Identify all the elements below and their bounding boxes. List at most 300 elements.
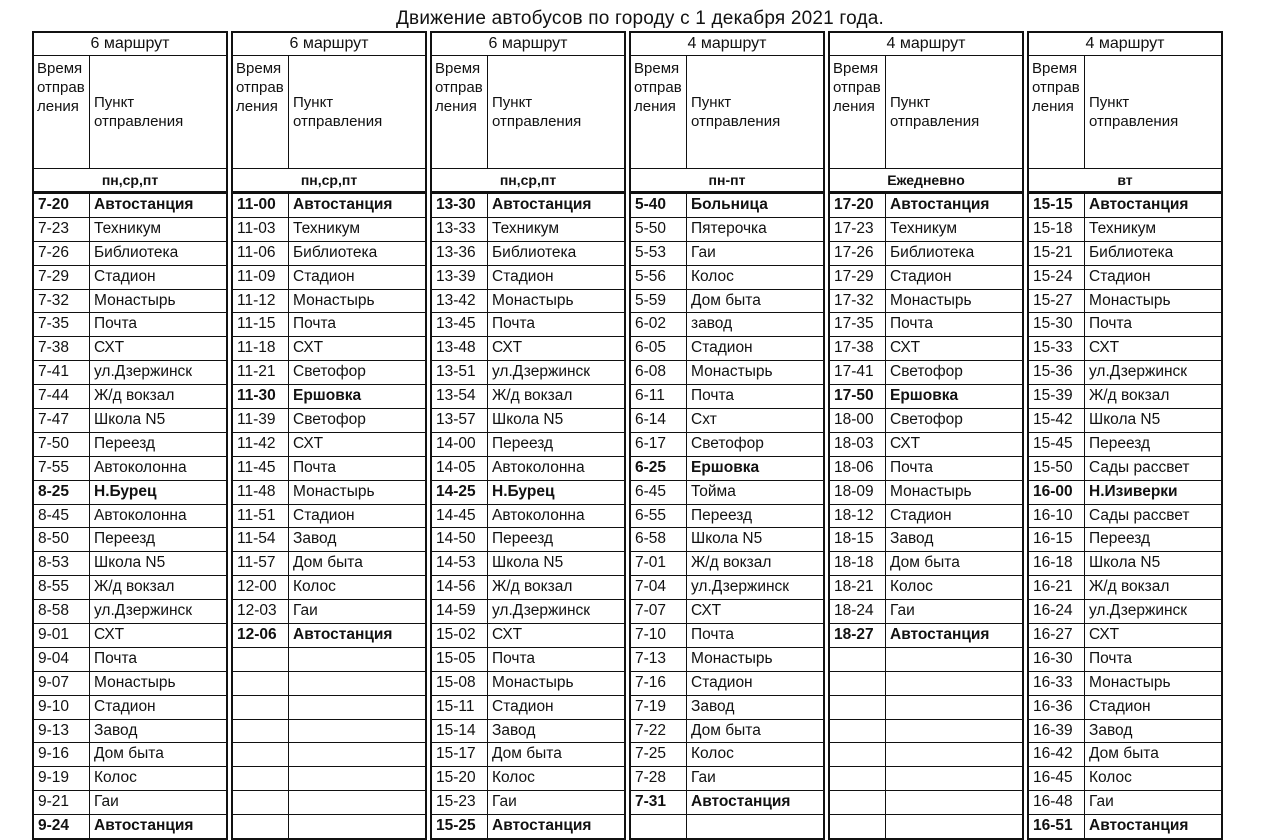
departure-time: 11-39 bbox=[233, 409, 289, 432]
stop-name: Школа N5 bbox=[691, 530, 763, 548]
departure-time: 15-14 bbox=[432, 720, 488, 743]
departure-time: 15-45 bbox=[1029, 433, 1085, 456]
stop-name: Почта bbox=[691, 387, 735, 405]
departure-time: 17-41 bbox=[830, 361, 886, 384]
stop-name: Светофор bbox=[293, 363, 366, 381]
departure-time: 14-50 bbox=[432, 528, 488, 551]
table-row bbox=[1029, 552, 1221, 576]
stop-name: Завод bbox=[1089, 721, 1133, 739]
departure-time: 6-17 bbox=[631, 433, 687, 456]
departure-time: 11-09 bbox=[233, 266, 289, 289]
table-row bbox=[432, 337, 624, 361]
table-row bbox=[432, 791, 624, 815]
stop-name: Библиотека bbox=[1089, 243, 1174, 261]
departure-time: 7-29 bbox=[34, 266, 90, 289]
table-row bbox=[233, 528, 425, 552]
table-row bbox=[1029, 624, 1221, 648]
departure-time: 17-23 bbox=[830, 218, 886, 241]
table-row bbox=[1029, 767, 1221, 791]
column-headers bbox=[432, 56, 624, 169]
table-row bbox=[1029, 481, 1221, 505]
departure-time: 8-25 bbox=[34, 481, 90, 504]
stop-name: Монастырь bbox=[691, 649, 773, 667]
departure-time: 11-15 bbox=[233, 313, 289, 336]
column-headers bbox=[631, 56, 823, 169]
stop-name bbox=[886, 672, 1022, 695]
departure-time: 18-09 bbox=[830, 481, 886, 504]
table-row bbox=[432, 815, 624, 838]
route-name: 6 маршрут bbox=[34, 33, 226, 56]
departure-time: 6-58 bbox=[631, 528, 687, 551]
departure-time: 15-05 bbox=[432, 648, 488, 671]
stop-name: Светофор bbox=[691, 434, 764, 452]
departure-time: 6-14 bbox=[631, 409, 687, 432]
stop-name: Библиотека bbox=[890, 243, 975, 261]
days-of-week: пн,ср,пт bbox=[34, 169, 226, 194]
stop-name: СХТ bbox=[293, 339, 324, 357]
table-row bbox=[34, 481, 226, 505]
stop-name: Монастырь bbox=[94, 673, 176, 691]
stop-name: Колос bbox=[293, 578, 336, 596]
stop-name: Колос bbox=[1089, 769, 1132, 787]
stop-name: Ершовка bbox=[293, 387, 362, 405]
departure-time: 16-10 bbox=[1029, 505, 1085, 528]
departure-time: 11-21 bbox=[233, 361, 289, 384]
stop-name bbox=[289, 672, 425, 695]
stop-name: Школа N5 bbox=[492, 554, 564, 572]
stop-name: завод bbox=[691, 315, 733, 333]
table-row bbox=[34, 696, 226, 720]
stop-name: Автостанция bbox=[293, 626, 393, 644]
stop-name: Школа N5 bbox=[94, 411, 166, 429]
departure-time: 7-35 bbox=[34, 313, 90, 336]
table-row bbox=[233, 648, 425, 672]
departure-time: 6-05 bbox=[631, 337, 687, 360]
stop-name: Колос bbox=[94, 769, 137, 787]
table-row bbox=[631, 481, 823, 505]
table-row bbox=[34, 743, 226, 767]
stop-name: Автоколонна bbox=[492, 506, 585, 524]
table-row bbox=[830, 266, 1022, 290]
table-row bbox=[1029, 815, 1221, 838]
table-row bbox=[631, 624, 823, 648]
stop-name: Монастырь bbox=[94, 291, 176, 309]
table-row bbox=[631, 743, 823, 767]
table-row bbox=[631, 361, 823, 385]
table-row bbox=[432, 505, 624, 529]
stop-name: Техникум bbox=[492, 219, 560, 237]
stop-name: Дом быта bbox=[94, 745, 164, 763]
departure-time: 17-38 bbox=[830, 337, 886, 360]
stop-name: Техникум bbox=[1089, 219, 1157, 237]
table-row bbox=[830, 743, 1022, 767]
time-column-header: Время отправления bbox=[830, 56, 886, 168]
departure-time: 15-08 bbox=[432, 672, 488, 695]
table-row bbox=[631, 505, 823, 529]
departure-time: 7-25 bbox=[631, 743, 687, 766]
departure-time: 6-02 bbox=[631, 313, 687, 336]
departure-time: 11-30 bbox=[233, 385, 289, 408]
departure-time: 17-26 bbox=[830, 242, 886, 265]
table-row bbox=[631, 266, 823, 290]
stop-name: Монастырь bbox=[492, 673, 574, 691]
table-row bbox=[233, 433, 425, 457]
departure-time: 15-18 bbox=[1029, 218, 1085, 241]
stop-name: Почта bbox=[1089, 315, 1133, 333]
stop-name bbox=[886, 696, 1022, 719]
departure-time: 17-35 bbox=[830, 313, 886, 336]
stop-name: Почта bbox=[1089, 649, 1133, 667]
stop-name: Больница bbox=[691, 196, 768, 213]
table-row bbox=[233, 194, 425, 218]
departure-time: 6-11 bbox=[631, 385, 687, 408]
stop-name bbox=[289, 743, 425, 766]
departure-time: 7-10 bbox=[631, 624, 687, 647]
stop-name: Автостанция bbox=[890, 196, 990, 213]
stop-name: Ершовка bbox=[890, 387, 959, 405]
departure-time: 15-42 bbox=[1029, 409, 1085, 432]
stop-name: Автоколонна bbox=[94, 506, 187, 524]
stop-name: Библиотека bbox=[293, 243, 378, 261]
departure-time bbox=[233, 672, 289, 695]
stop-name: Сады рассвет bbox=[1089, 458, 1190, 476]
departure-time: 7-13 bbox=[631, 648, 687, 671]
departure-time: 11-12 bbox=[233, 290, 289, 313]
table-row bbox=[1029, 337, 1221, 361]
stop-name bbox=[289, 791, 425, 814]
table-row bbox=[1029, 385, 1221, 409]
table-row bbox=[233, 481, 425, 505]
table-row bbox=[1029, 648, 1221, 672]
departure-time: 16-36 bbox=[1029, 696, 1085, 719]
table-row bbox=[233, 505, 425, 529]
stop-name: Переезд bbox=[94, 530, 156, 548]
route-name: 6 маршрут bbox=[233, 33, 425, 56]
stop-name: Завод bbox=[492, 721, 536, 739]
departure-time: 15-27 bbox=[1029, 290, 1085, 313]
table-row bbox=[1029, 528, 1221, 552]
table-row bbox=[631, 218, 823, 242]
stop-name: Почта bbox=[293, 458, 337, 476]
table-row bbox=[1029, 433, 1221, 457]
departure-time: 16-00 bbox=[1029, 481, 1085, 504]
stop-name: Светофор bbox=[293, 411, 366, 429]
departure-time: 15-39 bbox=[1029, 385, 1085, 408]
departure-time: 11-54 bbox=[233, 528, 289, 551]
table-row bbox=[34, 767, 226, 791]
table-row bbox=[432, 194, 624, 218]
table-row bbox=[830, 791, 1022, 815]
stop-name: Ж/д вокзал bbox=[1089, 578, 1170, 596]
stop-name: СХТ bbox=[293, 434, 324, 452]
table-row bbox=[34, 791, 226, 815]
stop-name: Ж/д вокзал bbox=[492, 387, 573, 405]
table-row bbox=[1029, 218, 1221, 242]
schedule-grid bbox=[32, 31, 1223, 840]
table-row bbox=[34, 266, 226, 290]
column-headers bbox=[1029, 56, 1221, 169]
table-row bbox=[34, 528, 226, 552]
table-row bbox=[34, 194, 226, 218]
departure-time: 11-57 bbox=[233, 552, 289, 575]
departure-time: 16-24 bbox=[1029, 600, 1085, 623]
table-row bbox=[432, 361, 624, 385]
table-row bbox=[631, 528, 823, 552]
departure-time: 9-16 bbox=[34, 743, 90, 766]
departure-time: 17-20 bbox=[830, 194, 886, 217]
stop-name: Колос bbox=[691, 267, 734, 285]
table-row bbox=[233, 218, 425, 242]
departure-time bbox=[830, 672, 886, 695]
table-row bbox=[34, 505, 226, 529]
departure-time bbox=[830, 696, 886, 719]
departure-time: 18-15 bbox=[830, 528, 886, 551]
departure-time: 15-02 bbox=[432, 624, 488, 647]
stop-name: Автостанция bbox=[1089, 196, 1189, 213]
departure-time: 7-44 bbox=[34, 385, 90, 408]
route-name: 4 маршрут bbox=[830, 33, 1022, 56]
stop-name: Монастырь bbox=[890, 482, 972, 500]
departure-time: 7-47 bbox=[34, 409, 90, 432]
stop-name: Автоколонна bbox=[94, 458, 187, 476]
departure-time: 7-07 bbox=[631, 600, 687, 623]
departure-time: 13-45 bbox=[432, 313, 488, 336]
departure-time: 16-33 bbox=[1029, 672, 1085, 695]
route-name: 6 маршрут bbox=[432, 33, 624, 56]
departure-time: 5-53 bbox=[631, 242, 687, 265]
stop-name: Переезд bbox=[492, 530, 554, 548]
departure-time bbox=[830, 720, 886, 743]
departure-time bbox=[830, 743, 886, 766]
table-row bbox=[830, 194, 1022, 218]
stop-name: Гаи bbox=[691, 243, 716, 261]
stop-name: Колос bbox=[691, 745, 734, 763]
departure-time: 15-36 bbox=[1029, 361, 1085, 384]
departure-time: 14-56 bbox=[432, 576, 488, 599]
table-row bbox=[830, 648, 1022, 672]
table-row bbox=[1029, 457, 1221, 481]
table-row bbox=[830, 815, 1022, 838]
table-row bbox=[830, 242, 1022, 266]
departure-time: 11-18 bbox=[233, 337, 289, 360]
departure-time: 13-54 bbox=[432, 385, 488, 408]
table-row bbox=[233, 337, 425, 361]
table-row bbox=[233, 313, 425, 337]
table-row bbox=[432, 696, 624, 720]
stop-name: Н.Изиверки bbox=[1089, 482, 1178, 500]
table-row bbox=[1029, 791, 1221, 815]
table-row bbox=[631, 720, 823, 744]
table-row bbox=[830, 528, 1022, 552]
stop-column-header: Пункт отправления bbox=[293, 94, 383, 130]
table-row bbox=[233, 409, 425, 433]
stop-name: Почта bbox=[691, 626, 735, 644]
stop-name: Автостанция bbox=[293, 196, 393, 213]
days-of-week: вт bbox=[1029, 169, 1221, 194]
table-row bbox=[34, 313, 226, 337]
stop-name: Сады рассвет bbox=[1089, 506, 1190, 524]
departure-time: 7-19 bbox=[631, 696, 687, 719]
stop-name: Автостанция bbox=[492, 196, 592, 213]
table-row bbox=[830, 290, 1022, 314]
table-row bbox=[830, 457, 1022, 481]
stop-name: Почта bbox=[492, 315, 536, 333]
table-row bbox=[830, 552, 1022, 576]
departure-time: 9-07 bbox=[34, 672, 90, 695]
departure-time bbox=[233, 743, 289, 766]
departure-time: 13-48 bbox=[432, 337, 488, 360]
stop-name: Библиотека bbox=[94, 243, 179, 261]
route-table bbox=[828, 31, 1024, 840]
stop-name: Библиотека bbox=[492, 243, 577, 261]
stop-name bbox=[289, 767, 425, 790]
stop-name: Почта bbox=[94, 649, 138, 667]
departure-time: 11-06 bbox=[233, 242, 289, 265]
table-row bbox=[233, 576, 425, 600]
stop-name: СХТ bbox=[1089, 339, 1120, 357]
departure-time: 5-40 bbox=[631, 194, 687, 217]
table-row bbox=[432, 290, 624, 314]
table-row bbox=[432, 576, 624, 600]
stop-name: Почта bbox=[293, 315, 337, 333]
table-row bbox=[830, 337, 1022, 361]
departure-time: 15-30 bbox=[1029, 313, 1085, 336]
departure-time: 9-04 bbox=[34, 648, 90, 671]
column-headers bbox=[34, 56, 226, 169]
stop-name: Стадион bbox=[890, 506, 952, 524]
stop-name: Стадион bbox=[890, 267, 952, 285]
stop-name: Стадион bbox=[1089, 697, 1151, 715]
table-row bbox=[233, 672, 425, 696]
stop-name: Техникум bbox=[293, 219, 361, 237]
departure-time: 7-01 bbox=[631, 552, 687, 575]
departure-time: 13-39 bbox=[432, 266, 488, 289]
stop-name: Дом быта bbox=[293, 554, 363, 572]
stop-name: Стадион bbox=[293, 506, 355, 524]
stop-name: Ж/д вокзал bbox=[94, 578, 175, 596]
departure-time: 15-11 bbox=[432, 696, 488, 719]
table-row bbox=[830, 409, 1022, 433]
stop-name: Светофор bbox=[890, 411, 963, 429]
table-row bbox=[233, 385, 425, 409]
stop-name: ул.Дзержинск bbox=[691, 578, 790, 596]
departure-time: 16-18 bbox=[1029, 552, 1085, 575]
departure-time: 7-22 bbox=[631, 720, 687, 743]
route-table bbox=[430, 31, 626, 840]
table-row bbox=[432, 409, 624, 433]
time-column-header: Время отправления bbox=[1029, 56, 1085, 168]
departure-time: 15-33 bbox=[1029, 337, 1085, 360]
stop-name: Монастырь bbox=[293, 291, 375, 309]
departure-time: 9-13 bbox=[34, 720, 90, 743]
departure-time bbox=[830, 648, 886, 671]
stop-name: Переезд bbox=[492, 434, 554, 452]
stop-name: Колос bbox=[492, 769, 535, 787]
departure-time bbox=[631, 815, 687, 838]
departure-time: 8-50 bbox=[34, 528, 90, 551]
route-name: 4 маршрут bbox=[1029, 33, 1221, 56]
stop-name: Монастырь bbox=[492, 291, 574, 309]
table-row bbox=[233, 600, 425, 624]
departure-time: 13-57 bbox=[432, 409, 488, 432]
stop-name: Гаи bbox=[293, 602, 318, 620]
departure-time: 12-00 bbox=[233, 576, 289, 599]
stop-name: Дом быта bbox=[890, 554, 960, 572]
departure-time: 13-33 bbox=[432, 218, 488, 241]
departure-time: 6-25 bbox=[631, 457, 687, 480]
table-row bbox=[830, 218, 1022, 242]
table-row bbox=[631, 767, 823, 791]
stop-name: Дом быта bbox=[492, 745, 562, 763]
table-row bbox=[1029, 242, 1221, 266]
departure-time: 9-24 bbox=[34, 815, 90, 838]
table-row bbox=[233, 361, 425, 385]
stop-name bbox=[687, 815, 823, 838]
table-row bbox=[34, 433, 226, 457]
departure-time: 7-32 bbox=[34, 290, 90, 313]
table-row bbox=[34, 720, 226, 744]
table-row bbox=[830, 624, 1022, 648]
stop-name: Автостанция bbox=[94, 196, 194, 213]
stop-name bbox=[289, 720, 425, 743]
departure-time: 7-16 bbox=[631, 672, 687, 695]
stop-name: Автостанция bbox=[890, 626, 990, 644]
stop-name: Автостанция bbox=[492, 817, 592, 835]
table-row bbox=[1029, 576, 1221, 600]
departure-time: 15-21 bbox=[1029, 242, 1085, 265]
table-row bbox=[233, 457, 425, 481]
departure-time: 5-59 bbox=[631, 290, 687, 313]
time-column-header: Время отправления bbox=[432, 56, 488, 168]
table-row bbox=[233, 743, 425, 767]
column-headers bbox=[233, 56, 425, 169]
days-of-week: Ежедневно bbox=[830, 169, 1022, 194]
table-row bbox=[432, 457, 624, 481]
stop-name bbox=[886, 720, 1022, 743]
departure-time bbox=[233, 648, 289, 671]
stop-name: СХТ bbox=[492, 626, 523, 644]
departure-time bbox=[830, 767, 886, 790]
table-row bbox=[830, 505, 1022, 529]
stop-name: Техникум bbox=[94, 219, 162, 237]
stop-name: Дом быта bbox=[691, 721, 761, 739]
stop-name: ул.Дзержинск bbox=[94, 602, 193, 620]
departure-time: 14-45 bbox=[432, 505, 488, 528]
table-row bbox=[830, 672, 1022, 696]
departure-time: 15-24 bbox=[1029, 266, 1085, 289]
table-row bbox=[233, 696, 425, 720]
departure-time: 7-04 bbox=[631, 576, 687, 599]
table-row bbox=[34, 576, 226, 600]
departure-time: 14-05 bbox=[432, 457, 488, 480]
stop-name: СХТ bbox=[94, 626, 125, 644]
departure-time: 18-18 bbox=[830, 552, 886, 575]
stop-name: СХТ bbox=[94, 339, 125, 357]
stop-name: Завод bbox=[691, 697, 735, 715]
stop-name: Стадион bbox=[1089, 267, 1151, 285]
departure-time: 7-20 bbox=[34, 194, 90, 217]
departure-time: 7-28 bbox=[631, 767, 687, 790]
stop-name: Школа N5 bbox=[1089, 411, 1161, 429]
stop-name: ул.Дзержинск bbox=[94, 363, 193, 381]
table-row bbox=[1029, 743, 1221, 767]
departure-time: 15-17 bbox=[432, 743, 488, 766]
table-row bbox=[830, 385, 1022, 409]
stop-name: Переезд bbox=[691, 506, 753, 524]
table-row bbox=[233, 552, 425, 576]
table-row bbox=[432, 624, 624, 648]
table-row bbox=[233, 767, 425, 791]
